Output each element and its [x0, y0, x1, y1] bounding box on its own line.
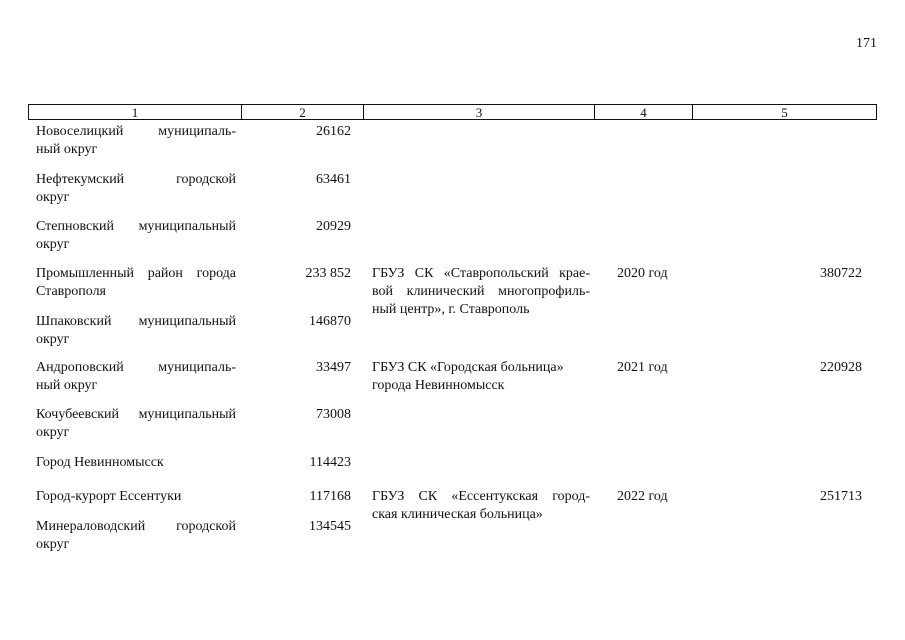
district-name-line: округ: [36, 537, 70, 552]
district-name: [36, 359, 236, 395]
hospital-name-line: ГБУЗ СК «Ессентукская город-: [372, 489, 590, 504]
amount-value: 380722: [820, 266, 862, 281]
amount-value: 220928: [820, 360, 862, 375]
district-name: [36, 454, 236, 472]
population-value: 20929: [316, 219, 351, 234]
page-number: 171: [856, 36, 877, 51]
year-value: 2020 год: [617, 266, 668, 281]
district-name-line: Промышленный район города: [36, 266, 236, 281]
header-col-4: 4: [595, 105, 693, 119]
district-name-line: округ: [36, 237, 70, 252]
hospital-name: [372, 265, 590, 319]
hospital-name-line: ская клиническая больница»: [372, 507, 543, 522]
district-name: [36, 171, 236, 207]
population-value: 146870: [309, 314, 351, 329]
hospital-name-line: ГБУЗ СК «Ставропольский крае-: [372, 266, 590, 281]
district-name-line: Шпаковский муниципальный: [36, 314, 236, 329]
district-name-line: округ: [36, 190, 70, 205]
district-name-line: Город-курорт Ессентуки: [36, 489, 182, 504]
district-name-line: Андроповский муниципаль-: [36, 360, 236, 375]
district-name-line: округ: [36, 425, 70, 440]
district-name: [36, 123, 236, 159]
population-value: 63461: [316, 172, 351, 187]
district-name: [36, 488, 236, 506]
population-value: 73008: [316, 407, 351, 422]
header-col-2: 2: [242, 105, 364, 119]
hospital-name-line: города Невинномысск: [372, 378, 505, 393]
population-value: 117168: [309, 489, 351, 504]
district-name-line: Город Невинномысск: [36, 455, 164, 470]
district-name-line: Нефтекумский городской: [36, 172, 236, 187]
district-name: [36, 265, 236, 301]
district-name-line: Степновский муниципальный: [36, 219, 236, 234]
hospital-name: [372, 488, 590, 524]
district-name: [36, 313, 236, 349]
district-name: [36, 218, 236, 254]
year-value: 2022 год: [617, 489, 668, 504]
amount-value: 251713: [820, 489, 862, 504]
district-name-line: ный округ: [36, 142, 98, 157]
district-name-line: Кочубеевский муниципальный: [36, 407, 236, 422]
hospital-name-line: ГБУЗ СК «Городская больница»: [372, 360, 564, 375]
population-value: 26162: [316, 124, 351, 139]
header-col-5: 5: [781, 105, 788, 120]
district-name-line: Новоселицкий муниципаль-: [36, 124, 236, 139]
hospital-name: [372, 359, 590, 395]
district-name-line: Ставрополя: [36, 284, 106, 299]
hospital-name-line: вой клинический многопрофиль-: [372, 284, 590, 299]
table-header-row: [28, 104, 877, 120]
district-name: [36, 518, 236, 554]
district-name-line: ный округ: [36, 378, 98, 393]
population-value: 114423: [309, 455, 351, 470]
header-col-3: 3: [364, 105, 595, 119]
year-value: 2021 год: [617, 360, 668, 375]
population-value: 134545: [309, 519, 351, 534]
district-name: [36, 406, 236, 442]
header-col-1: 1: [29, 105, 242, 119]
district-name-line: Минераловодский городской: [36, 519, 236, 534]
population-value: 33497: [316, 360, 351, 375]
hospital-name-line: ный центр», г. Ставрополь: [372, 302, 530, 317]
population-value: 233 852: [305, 266, 351, 281]
district-name-line: округ: [36, 332, 70, 347]
